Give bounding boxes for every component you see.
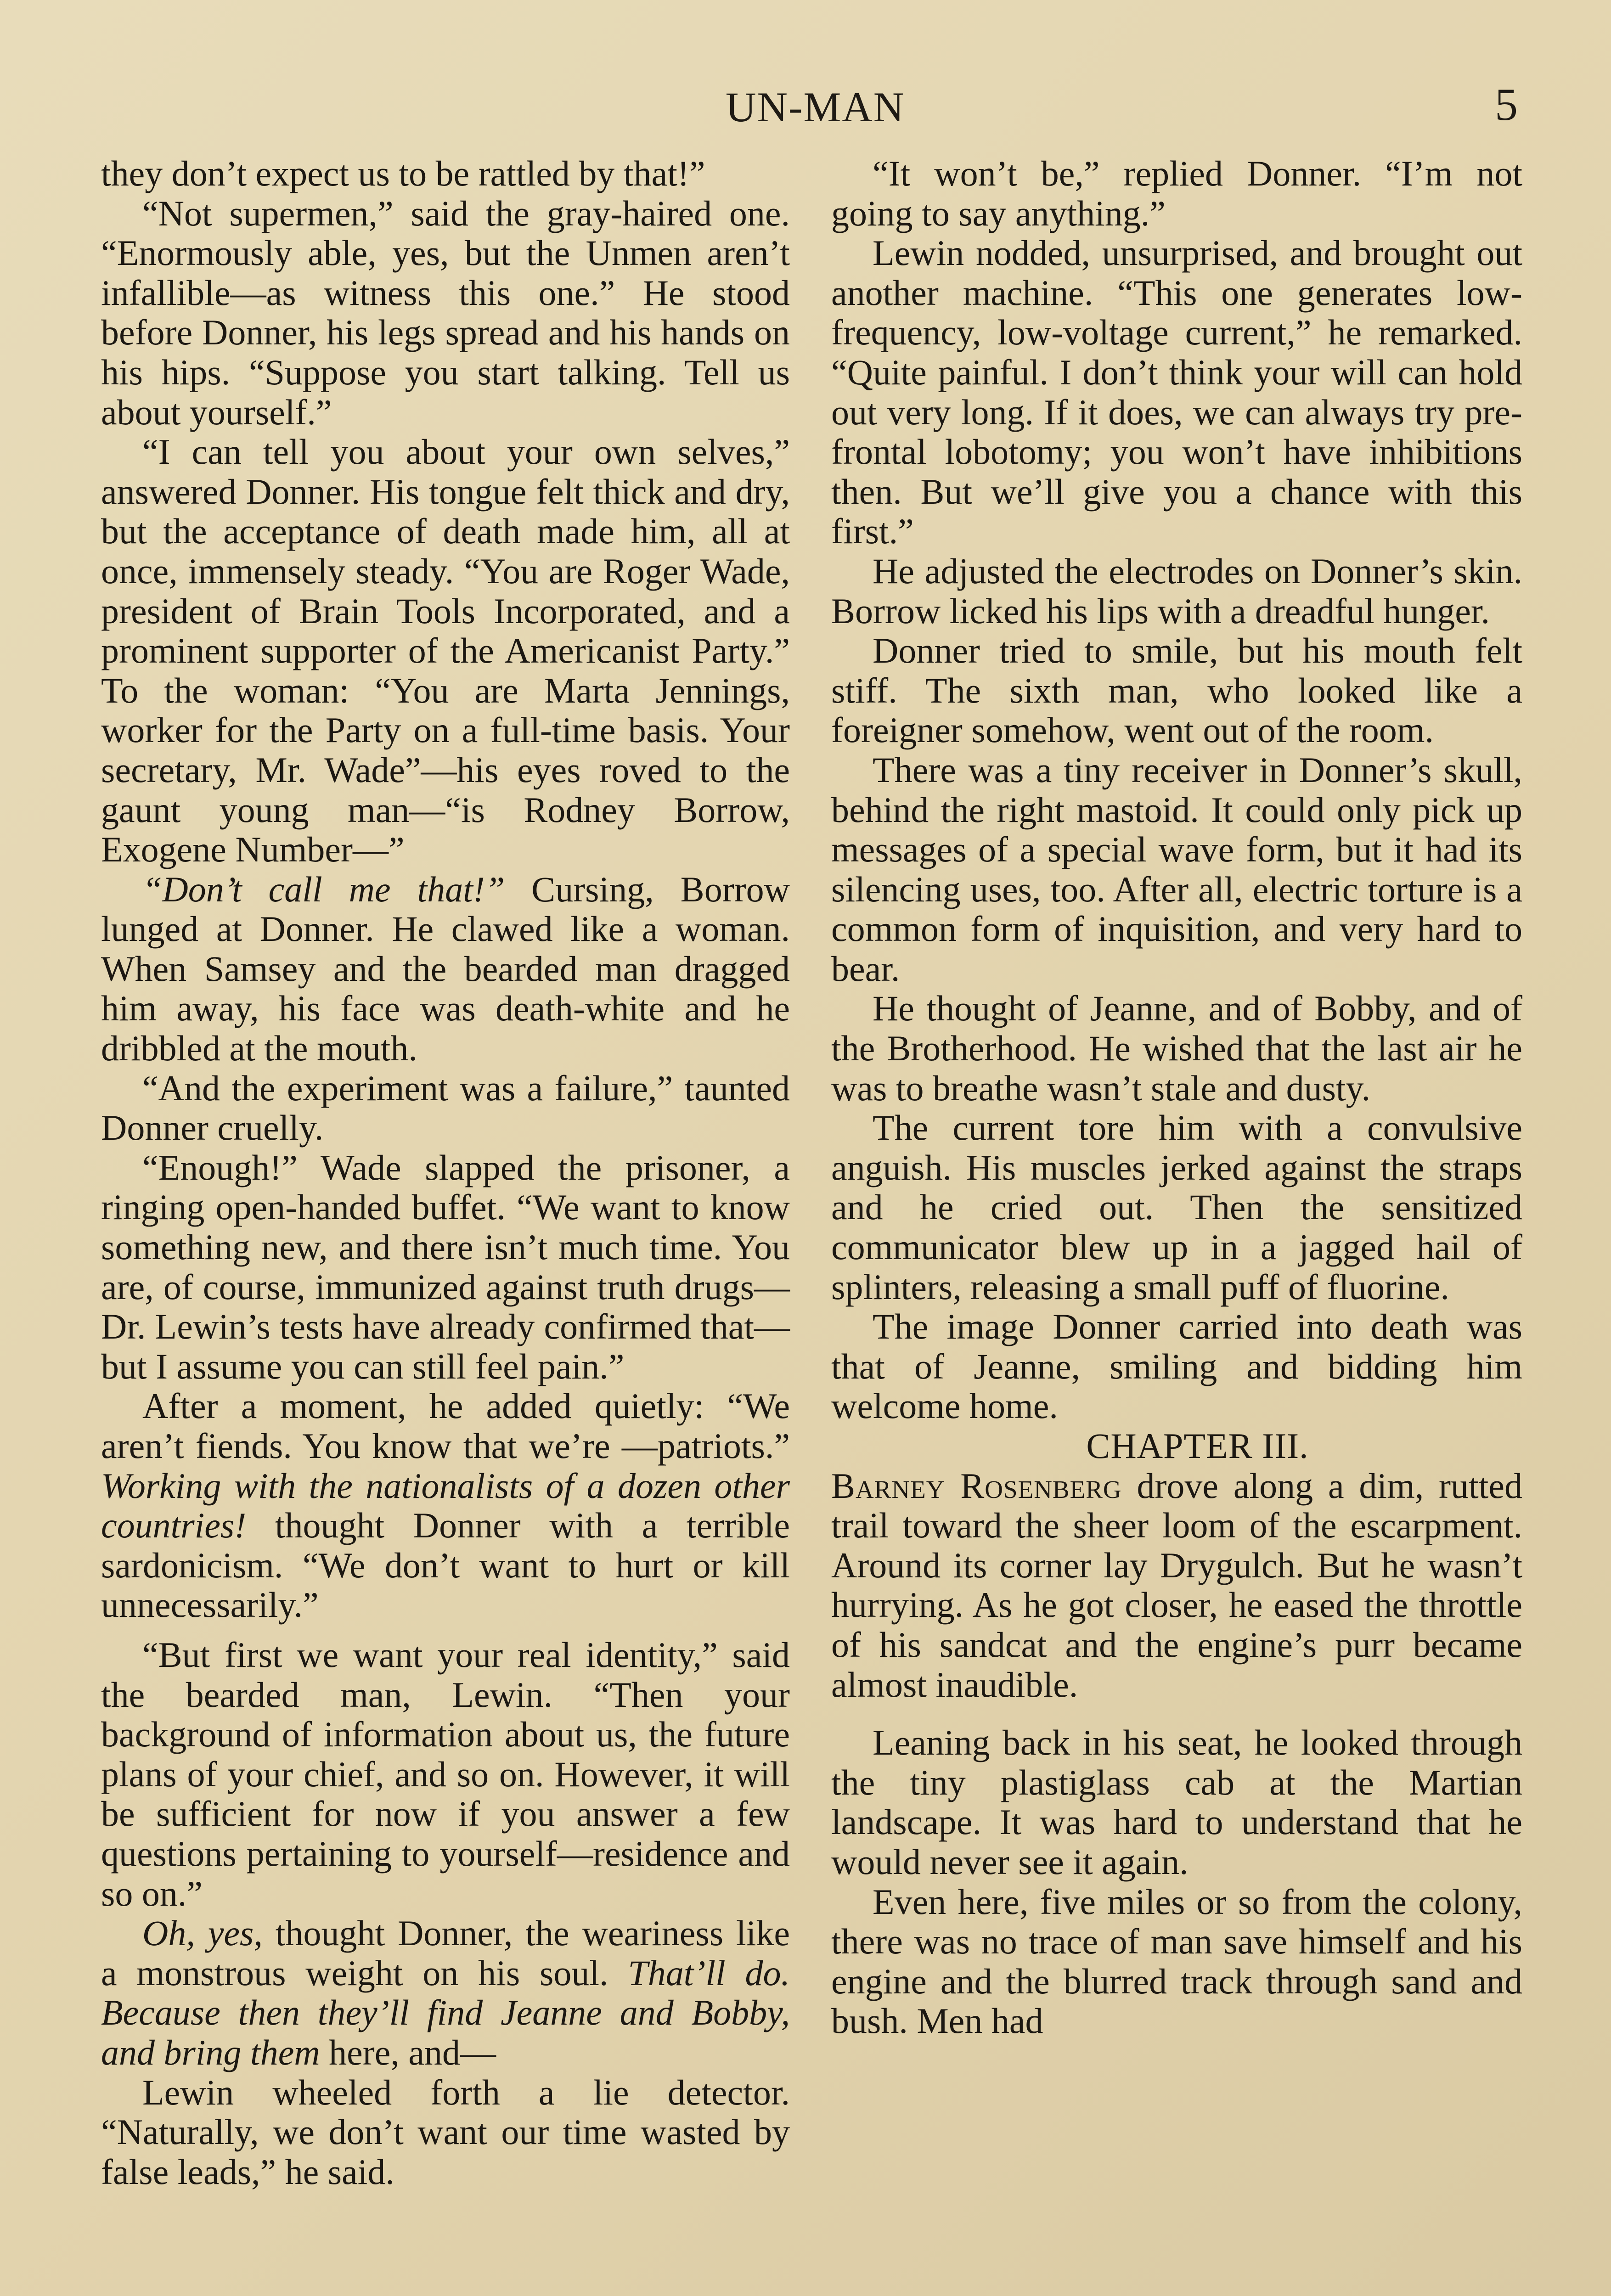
paragraph: Even here, five miles or so from the colony, there was no trace of man save himself and his engine and the blurred track through sand and bush. Men had — [831, 1881, 1522, 2041]
paragraph — [101, 1386, 790, 1625]
small-caps-name: Barney Rosenberg — [831, 1465, 1122, 1506]
italic-text: Working with the nationalists of a dozen other countries! — [101, 1465, 790, 1546]
paragraph: “It won’t be,” replied Donner. “I’m not going to say anything.” — [831, 153, 1522, 233]
page-header — [0, 73, 1611, 138]
italic-text: Oh, yes, — [142, 1913, 263, 1953]
paragraph: There was a tiny receiver in Donner’s skull, behind the right mastoid. It could only pick up messages of a special wave form, but it had its silencing uses, too. After all, electric torture is a common form of inquisition, and very hard to bear. — [831, 749, 1522, 989]
paragraph: The current tore him with a convulsive anguish. His muscles jerked against the straps and he cried out. Then the sensitized communicator blew up in a jagged hail of splinters, releasing a small puff of fluorine. — [831, 1108, 1522, 1307]
paragraph-text: Cursing, Borrow lunged at Donner. He clawed like a woman. When Samsey and the bearded man dragged him away, his face was death-white and he dribbled at the mouth. — [101, 869, 790, 1069]
paragraph: Lewin nodded, unsurprised, and brought out another machine. “This one generates low-frequency, low-voltage current,” he remarked. “Quite painful. I don’t think your will can hold out very long. If it does, we can always try prefrontal lobotomy; you won’t have inhibitions then. But we’ll give you a chance with this first.” — [831, 233, 1522, 551]
paragraph: “I can tell you about your own selves,” answered Donner. His tongue felt thick and dry, but the acceptance of death made him, all at once, immensely steady. “You are Roger Wade, president of Brain Tools Incorporated, and a prominent supporter of the Americanist Party.” To the woman: “You are Marta Jennings, worker for the Party on a full-time basis. Your secretary, Mr. Wade”—his eyes roved to the gaunt young man—“is Rodney Borrow, Exogene Number—” — [101, 432, 790, 870]
paragraph: He adjusted the electrodes on Donner’s skin. Borrow licked his lips with a dreadful hunger. — [831, 551, 1522, 631]
right-column — [831, 154, 1522, 2041]
running-head: UN-MAN — [726, 84, 905, 130]
paragraph: The image Donner carried into death was that of Jeanne, smiling and bidding him welcome home. — [831, 1306, 1522, 1426]
paragraph-text: thought Donner with a terrible sardonicism. “We don’t want to hurt or kill unnecessarily.” — [101, 1505, 790, 1625]
paragraph: Donner tried to smile, but his mouth felt stiff. The sixth man, who looked like a foreigner somehow, went out of the room. — [831, 630, 1522, 750]
page-number: 5 — [1495, 79, 1518, 130]
paragraph: “Enough!” Wade slapped the prisoner, a ringing open-handed buffet. “We want to know something new, and there isn’t much time. You are, of course, immunized against truth drugs—Dr. Lewin’s tests have already confirmed that—but I assume you can still feel pain.” — [101, 1147, 790, 1386]
paragraph — [831, 1466, 1522, 1705]
paragraph: “Not supermen,” said the gray-haired one. “Enormously able, yes, but the Unmen aren’t infallible—as witness this one.” He stood before Donner, his legs spread and his hands on his hips. “Suppose you start talking. Tell us about yourself.” — [101, 193, 790, 432]
italic-text: “Don’t call me that!” — [142, 869, 505, 909]
paragraph — [101, 1913, 790, 2072]
paragraph — [101, 870, 790, 1069]
paragraph-text: After a moment, he added quietly: “We aren’t fiends. You know that we’re —patriots.” — [101, 1386, 790, 1466]
italic-text: That’ll do. Because then they’ll find Jeanne and Bobby, and bring them — [101, 1953, 790, 2072]
chapter-heading: CHAPTER III. — [1086, 1426, 1309, 1466]
paragraph: they don’t expect us to be rattled by that!” — [101, 153, 705, 193]
paragraph: “But first we want your real identity,” said the bearded man, Lewin. “Then your background of information about us, the future plans of your chief, and so on. However, it will be sufficient for now if you answer a few questions pertaining to yourself—residence and so on.” — [101, 1634, 790, 1913]
paragraph: “And the experiment was a failure,” taunted Donner cruelly. — [101, 1068, 790, 1148]
paragraph-text: drove along a dim, rutted trail toward the sheer loom of the escarpment. Around its corner lay Drygulch. But he wasn’t hurrying. As he got closer, he eased the throttle of his sandcat and the engine’s purr became almost inaudible. — [831, 1465, 1522, 1705]
left-column — [101, 154, 790, 2192]
paragraph-text: thought Donner, the weariness like a monstrous weight on his soul. — [101, 1913, 790, 1993]
paragraph: Leaning back in his seat, he looked through the tiny plastiglass cab at the Martian landscape. It was hard to understand that he would never see it again. — [831, 1722, 1522, 1882]
paragraph: Lewin wheeled forth a lie detector. “Naturally, we don’t want our time wasted by false leads,” he said. — [101, 2072, 790, 2192]
paragraph-text: here, and— — [320, 2032, 496, 2072]
paragraph: He thought of Jeanne, and of Bobby, and of the Brotherhood. He wished that the last air he was to breathe wasn’t stale and dusty. — [831, 988, 1522, 1108]
